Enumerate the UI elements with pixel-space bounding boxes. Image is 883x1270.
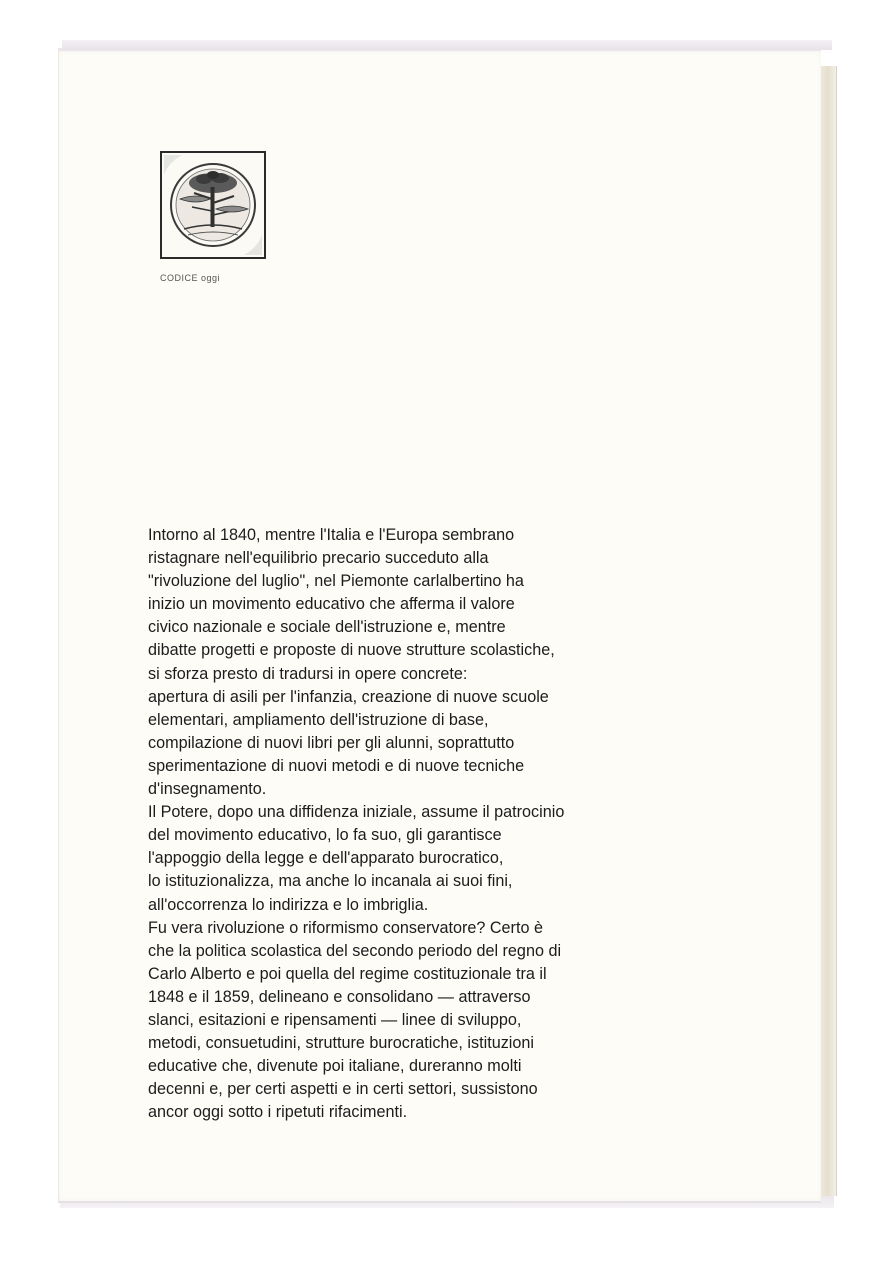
blurb-line: metodi, consuetudini, strutture burocratiche, istituzioni xyxy=(148,1034,534,1053)
blurb-line: che la politica scolastica del secondo periodo del regno di xyxy=(148,941,562,960)
blurb-line: dibatte progetti e proposte di nuove strutture scolastiche, xyxy=(148,641,555,660)
blurb-line: ristagnare nell'equilibrio precario succeduto alla xyxy=(148,549,489,568)
blurb-line: sperimentazione di nuovi metodi e di nuove tecniche xyxy=(148,756,525,775)
publisher-name: CODICE oggi xyxy=(160,273,221,283)
blurb-line: Fu vera rivoluzione o riformismo conservatore? Certo è xyxy=(148,918,543,937)
blurb-line: d'insegnamento. xyxy=(148,780,267,799)
blurb-line: Il Potere, dopo una diffidenza iniziale, assume il patrocinio xyxy=(148,803,565,822)
blurb-line: "rivoluzione del luglio", nel Piemonte carlalbertino ha xyxy=(148,572,524,591)
blurb-line: civico nazionale e sociale dell'istruzione e, mentre xyxy=(148,618,506,637)
blurb-line: si sforza presto di tradursi in opere concrete: xyxy=(148,664,468,683)
back-cover-blurb xyxy=(148,524,708,1124)
blurb-line: Intorno al 1840, mentre l'Italia e l'Europa sembrano xyxy=(148,526,515,544)
blurb-line: educative che, divenute poi italiane, dureranno molti xyxy=(148,1057,522,1076)
blurb-line: inizio un movimento educativo che afferma il valore xyxy=(148,595,515,614)
blurb-line: elementari, ampliamento dell'istruzione di base, xyxy=(148,710,489,729)
blurb-line: Carlo Alberto e poi quella del regime costituzionale tra il xyxy=(148,964,547,983)
blurb-line: decenni e, per certi aspetti e in certi settori, sussistono xyxy=(148,1080,538,1099)
blurb-line: compilazione di nuovi libri per gli alunni, soprattutto xyxy=(148,733,515,752)
blurb-line: ancor oggi sotto i ripetuti rifacimenti. xyxy=(148,1103,408,1122)
blurb-line: l'appoggio della legge e dell'apparato burocratico, xyxy=(148,849,504,868)
blurb-line: slanci, esitazioni e ripensamenti — linee di sviluppo, xyxy=(148,1010,522,1029)
publisher-logo xyxy=(160,151,266,259)
blurb-line: 1848 e il 1859, delineano e consolidano — attraverso xyxy=(148,987,531,1006)
blurb-line: all'occorrenza lo indirizza e lo imbriglia. xyxy=(148,895,429,914)
tree-in-circle-emblem-icon xyxy=(162,153,264,257)
blurb-line: del movimento educativo, lo fa suo, gli garantisce xyxy=(148,826,502,845)
blurb-line: apertura di asili per l'infanzia, creazione di nuove scuole xyxy=(148,687,549,706)
blurb-line: lo istituzionalizza, ma anche lo incanala ai suoi fini, xyxy=(148,872,513,891)
